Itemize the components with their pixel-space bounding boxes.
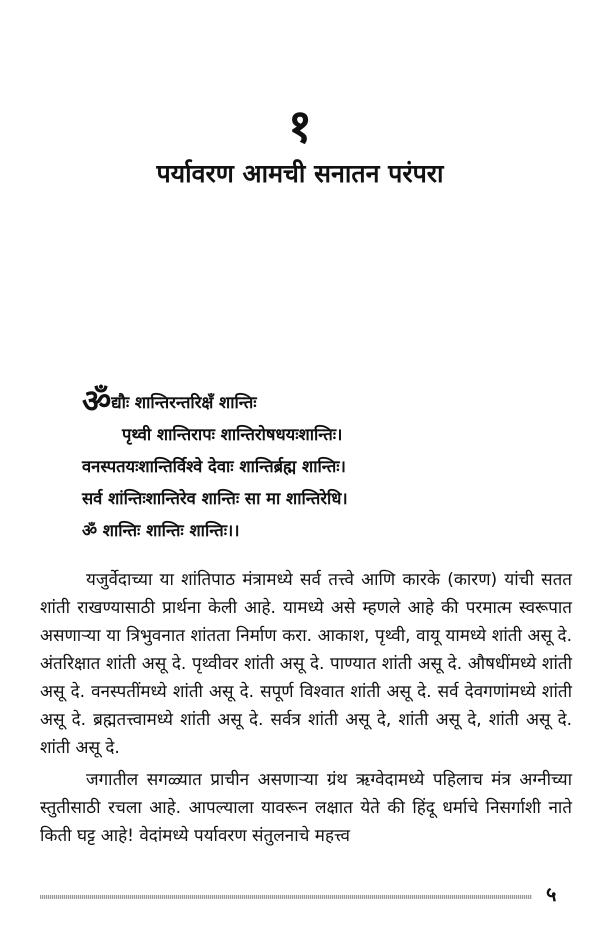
- verse-line-4: सर्व शांन्तिःशान्तिरेव शान्तिः सा मा शान्तिरेधि।: [82, 489, 348, 508]
- om-icon: ॐ: [82, 382, 112, 420]
- verse-line-2: पृथ्वी शान्तिरापः शान्तिरोषधयःशान्तिः।: [122, 425, 343, 444]
- page-number: ५: [546, 882, 557, 906]
- verse-line-3: वनस्पतयःशान्तिर्विश्वे देवाः शान्तिर्ब्रह्म शान्तिः।: [82, 457, 346, 476]
- verse-line-1: [82, 382, 582, 420]
- body-text: [40, 566, 572, 850]
- sanskrit-verse: [82, 382, 582, 547]
- paragraph-2: जगातील सगळ्यात प्राचीन असणाऱ्या ग्रंथ ऋग्वेदामध्ये पहिलाच मंत्र अग्नीच्या स्तुतीसाठी रचला आहे. आपल्याला यावरून लक्षात येते की हिंदू धर्माचे निसर्गाशी नाते किती घट्ट आहे! वेदांमध्ये पर्यावरण संतुलनाचे महत्त्व: [40, 770, 572, 846]
- footer-rule: [40, 895, 532, 899]
- chapter-number: १: [288, 99, 312, 153]
- chapter-title: पर्यावरण आमची सनातन परंपरा: [156, 159, 444, 188]
- verse-line-1-text: द्यौः शान्तिरन्तरिक्षँ शान्तिः: [111, 393, 257, 412]
- paragraph-1: यजुर्वेदाच्या या शांतिपाठ मंत्रामध्ये सर्व तत्त्वे आणि कारके (कारण) यांची सतत शांती राखण्यासाठी प्रार्थना केली आहे. यामध्ये असे म्हणले आहे की परमात्म स्वरूपात असणाऱ्या या त्रिभुवनात शांतता निर्माण करा. आकाश, पृथ्वी, वायू यामध्ये शांती असू दे. अंतरिक्षात शांती असू दे. पृथ्वीवर शांती असू दे. पाण्यात शांती असू दे. औषधींमध्ये शांती असू दे. वनस्पतींमध्ये शांती असू दे. सपूर्ण विश्वात शांती असू दे. सर्व देवगणांमध्ये शांती असू दे. ब्रह्मतत्त्वामध्ये शांती असू दे. सर्वत्र शांती असू दे, शांती असू दे, शांती असू दे. शांती असू दे.: [40, 570, 572, 758]
- verse-line-5: ॐ शान्तिः शान्तिः शान्तिः।।: [82, 521, 240, 540]
